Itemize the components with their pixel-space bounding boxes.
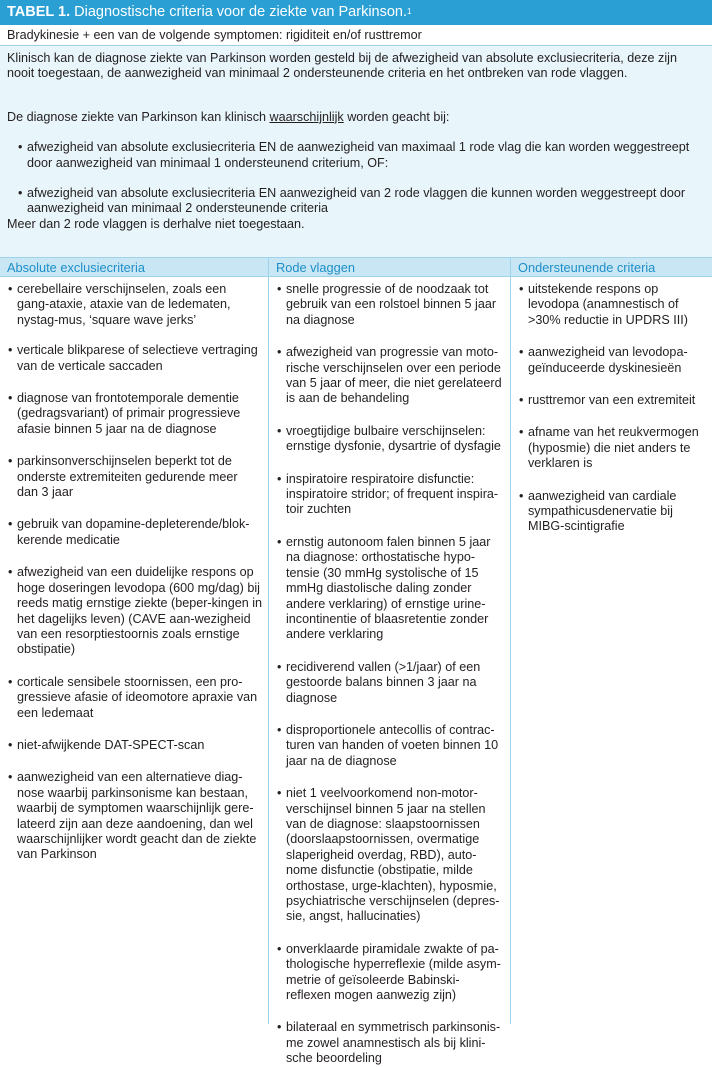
list-item: • vroegtijdige bulbaire verschijnselen: ernstige dysfonie, dysartrie of dysfagie (269, 424, 510, 455)
list-item: • diagnose van frontotemporale dementie (gedragsvariant) of primair progressieve afasie binnen 5 jaar na de diagnose (0, 391, 268, 437)
table-title: Diagnostische criteria voor de ziekte van Parkinson. (74, 4, 408, 20)
list-item: • inspiratoire respiratoire disfunctie: inspiratoire stridor; of frequent inspira-toir zuchten (269, 472, 510, 518)
column-header: Absolute exclusiecriteria (0, 258, 268, 277)
column-supportive-criteria (511, 258, 712, 1024)
intro-paragraph-2-start: De diagnose ziekte van Parkinson kan klinisch (7, 109, 270, 124)
table-subtitle: Bradykinesie + een van de volgende symptomen: rigiditeit en/of rusttremor (0, 25, 712, 46)
list-item: • niet-afwijkende DAT-SPECT-scan (0, 738, 268, 753)
criteria-list (511, 282, 712, 535)
column-header: Ondersteunende criteria (511, 258, 712, 277)
list-item: • uitstekende respons op levodopa (anamnestisch of >30% reductie in UPDRS III) (511, 282, 712, 328)
list-item: • onverklaarde piramidale zwakte of pa-thologische hyperreflexie (milde asym-metrie of geïsoleerde Babinski-reflexen mogen aanwezig zijn) (269, 942, 510, 1004)
list-item: • disproportionele antecollis of contrac-turen van handen of voeten binnen 10 jaar na de diagnose (269, 723, 510, 769)
column-absolute-exclusion (0, 258, 269, 1024)
intro-bullet: • afwezigheid van absolute exclusiecriteria EN de aanwezigheid van maximaal 1 rode vlag die kan worden weggestreept door aanwezigheid van minimaal 1 ondersteunend criterium, OF: (18, 140, 705, 171)
table-label: TABEL 1. (7, 4, 71, 20)
criteria-list (0, 282, 268, 863)
column-header: Rode vlaggen (269, 258, 510, 277)
list-item: • corticale sensibele stoornissen, een pro-gressieve afasie of ideomotore apraxie van een ledemaat (0, 675, 268, 721)
intro-bullet-list (7, 140, 705, 217)
list-item: • recidiverend vallen (>1/jaar) of een gestoorde balans binnen 3 jaar na diagnose (269, 660, 510, 706)
list-item: • afwezigheid van een duidelijke respons op hoge doseringen levodopa (600 mg/dag) bij reeds matig ernstige ziekte (beper-kingen in het dagelijks leven) (CAVE aan-wezigheid van een resorptiestoornis zoals ernstige obstipatie) (0, 565, 268, 657)
list-item: • ernstig autonoom falen binnen 5 jaar na diagnose: orthostatische hypo-tensie (30 mmHg systolische of 15 mmHg diastolische daling zonder andere verklaring) of ernstige urine-incontinentie of blaasretentie zonder andere verklaring (269, 535, 510, 643)
list-item: • afname van het reukvermogen (hyposmie) die niet anders te verklaren is (511, 425, 712, 471)
criteria-list (269, 282, 510, 1067)
list-item: • niet 1 veelvoorkomend non-motor-verschijnsel binnen 5 jaar na stellen van de diagnose: slaapstoornissen (doorslaapstoornissen, overmatige slaperigheid overdag, RBD), auto-nome disfunctie (obstipatie, milde orthostase, urge-klachten), hyposmie, psychiatrische verschijnselen (depres-sie, angst, hallucinaties) (269, 786, 510, 925)
intro-paragraph-3: Meer dan 2 rode vlaggen is derhalve niet toegestaan. (7, 216, 305, 231)
list-item: • aanwezigheid van een alternatieve diag-nose waarbij parkinsonisme kan bestaan, waarbij de symptomen waarschijnlijk gere-lateerd zijn aan deze aandoening, dan wel waarschijnlijker wordt geacht dan de ziekte van Parkinson (0, 770, 268, 862)
list-item: • afwezigheid van progressie van moto-rische verschijnselen over een periode van 5 jaar of meer, die niet gerelateerd is aan de behandeling (269, 345, 510, 407)
intro-paragraph-2 (7, 82, 705, 125)
intro-section (0, 46, 712, 258)
reference-number: 1 (407, 7, 412, 16)
list-item: • snelle progressie of de noodzaak tot gebruik van een rolstoel binnen 5 jaar na diagnose (269, 282, 510, 328)
intro-paragraph-1: Klinisch kan de diagnose ziekte van Parkinson worden gesteld bij de afwezigheid van absolute exclusiecriteria, deze zijn nooit toegestaan, de aanwezigheid van minimaal 2 ondersteunende criteria en het ontbreken van rode vlaggen. (7, 51, 677, 81)
list-item: • cerebellaire verschijnselen, zoals een gang-ataxie, ataxie van de ledematen, nystag-mus, ‘square wave jerks’ (0, 282, 268, 328)
intro-bullet: • afwezigheid van absolute exclusiecriteria EN aanwezigheid van 2 rode vlaggen die kunnen worden weggestreept door aanwezigheid van minimaal 2 ondersteunende criteria (18, 186, 705, 217)
list-item: • gebruik van dopamine-depleterende/blok-kerende medicatie (0, 517, 268, 548)
column-red-flags (269, 258, 511, 1066)
list-item: • aanwezigheid van levodopa-geïnduceerde dyskinesieën (511, 345, 712, 376)
table-title-bar (0, 0, 712, 25)
list-item: • aanwezigheid van cardiale sympathicusdenervatie bij MIBG-scintigrafie (511, 489, 712, 535)
list-item: • verticale blikparese of selectieve vertraging van de verticale saccaden (0, 343, 268, 374)
list-item: • rusttremor van een extremiteit (511, 393, 712, 408)
intro-paragraph-2-end: worden geacht bij: (343, 109, 450, 124)
list-item: • bilateraal en symmetrisch parkinsonis-me zowel anamnestisch als bij klini-sche beoordeling (269, 1020, 510, 1066)
list-item: • parkinsonverschijnselen beperkt tot de onderste extremiteiten gedurende meer dan 3 jaar (0, 454, 268, 500)
criteria-table (0, 258, 712, 1066)
intro-underlined-word: waarschijnlijk (269, 109, 344, 124)
